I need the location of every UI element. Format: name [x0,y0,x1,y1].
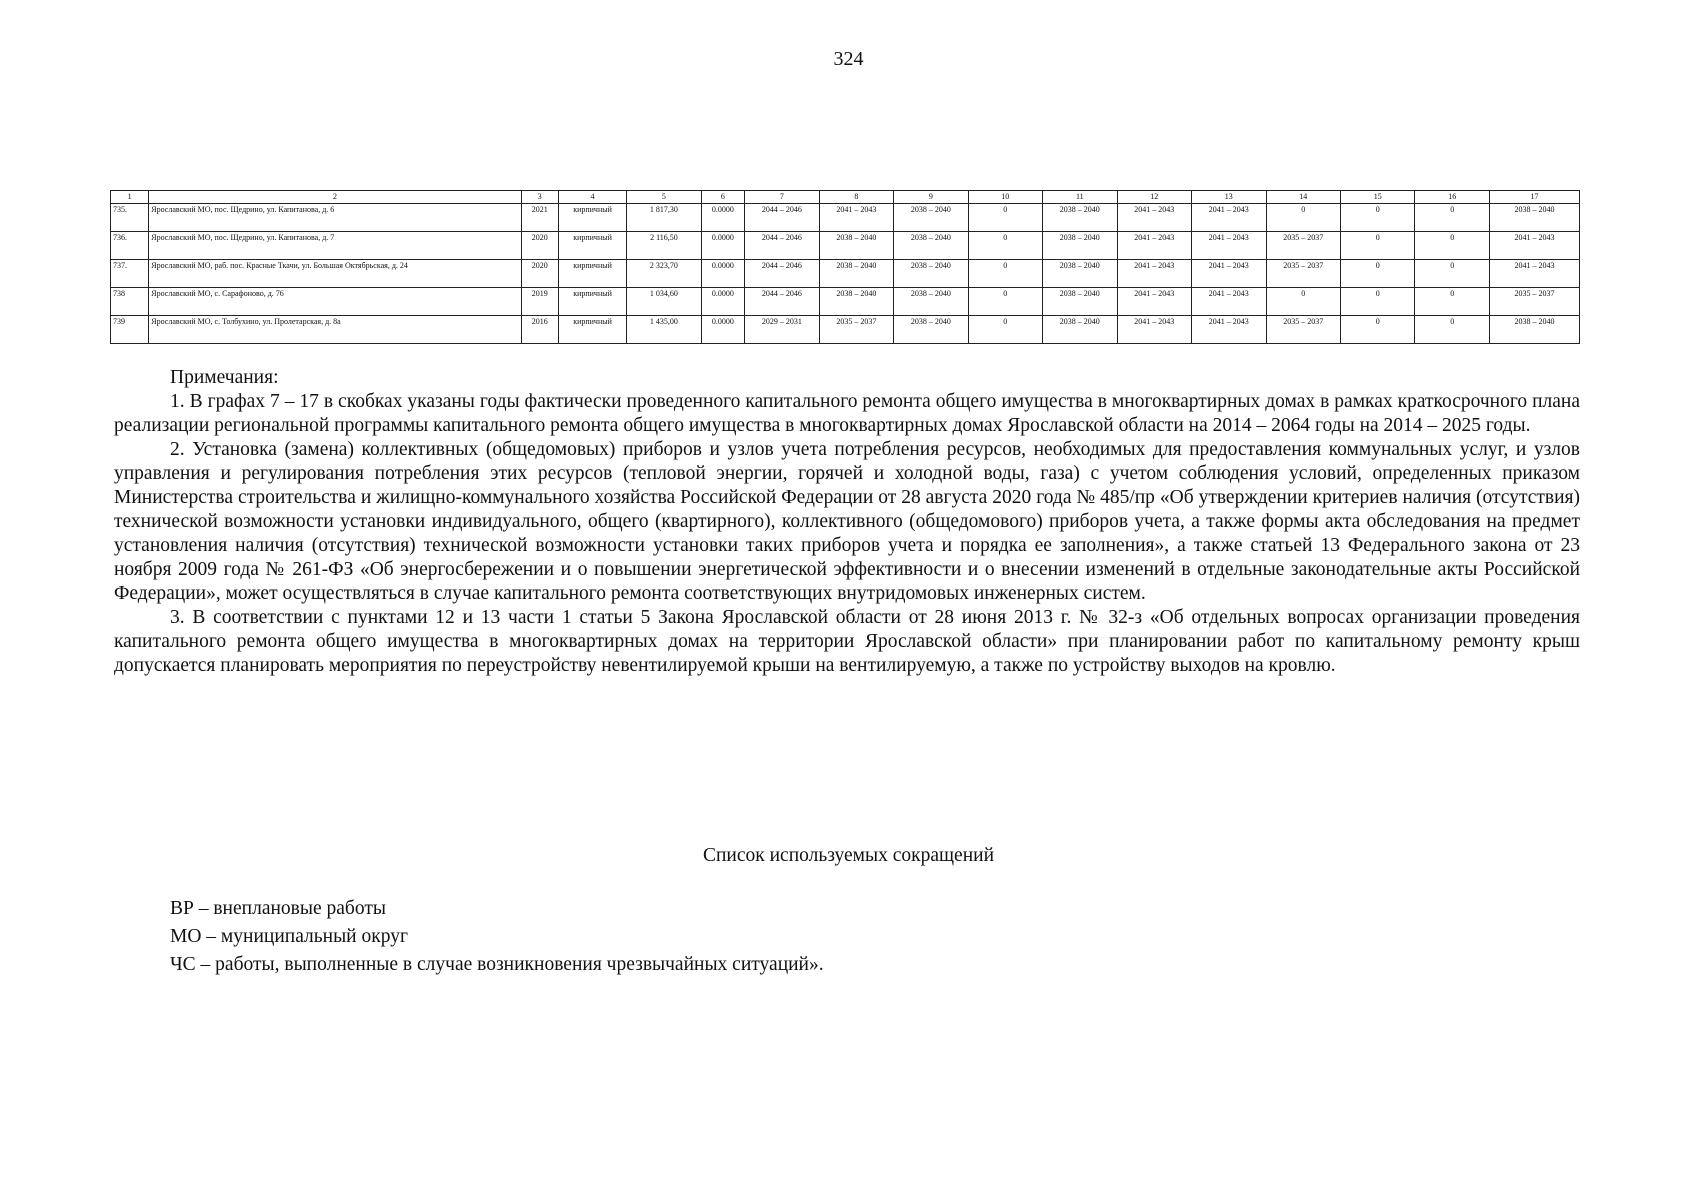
table-cell: кирпичный [558,204,626,232]
table-cell: 0.0000 [701,204,744,232]
table-cell: 0 [1415,260,1489,288]
table-cell: 0 [1415,288,1489,316]
column-header: 6 [701,191,744,204]
abbreviation-item: МО – муниципальный округ [170,926,408,947]
table-cell: 0 [1266,288,1340,316]
table-cell: Ярославский МО, раб. пос. Красные Ткачи, ул. Большая Октябрьская, д. 24 [149,260,521,288]
table-cell: 2038 – 2040 [1043,288,1117,316]
column-header: 9 [894,191,968,204]
table-cell: 0.0000 [701,232,744,260]
table-cell: 1 817,30 [627,204,701,232]
table-cell: 2038 – 2040 [819,288,893,316]
column-header: 16 [1415,191,1489,204]
table-cell: 735. [111,204,149,232]
table-cell: 2038 – 2040 [1489,204,1579,232]
table-cell: 2044 – 2046 [745,204,819,232]
table-cell: 0 [968,316,1042,344]
table-cell: 2021 [521,204,558,232]
table-cell: 2041 – 2043 [819,204,893,232]
abbreviations-list [170,895,824,979]
table-cell: 2038 – 2040 [1043,204,1117,232]
table-row [111,288,1580,316]
table-cell: 736. [111,232,149,260]
table-cell: 0 [1340,316,1414,344]
table-cell: 2041 – 2043 [1117,288,1191,316]
table-cell: 739 [111,316,149,344]
abbreviations-title: Список используемых сокращений [702,845,995,866]
table-cell: 0 [1266,204,1340,232]
column-header: 12 [1117,191,1191,204]
table-cell: 2041 – 2043 [1117,316,1191,344]
table-cell: 2038 – 2040 [1043,260,1117,288]
table-cell: 1 435,00 [627,316,701,344]
table-cell: 0 [968,232,1042,260]
column-header: 13 [1192,191,1266,204]
table-cell: 2044 – 2046 [745,288,819,316]
table-cell: 2016 [521,316,558,344]
table-cell: 2038 – 2040 [1489,316,1579,344]
repair-schedule-table [110,190,1580,344]
table-cell: 2038 – 2040 [894,204,968,232]
page-number: 324 [833,48,864,70]
table-row [111,204,1580,232]
table-cell: 0 [1340,288,1414,316]
table-cell: 2035 – 2037 [1489,288,1579,316]
table-row [111,316,1580,344]
table-cell: 2041 – 2043 [1192,288,1266,316]
table-cell: Ярославский МО, пос. Щедрино, ул. Капитанова, д. 6 [149,204,521,232]
table-cell: 2041 – 2043 [1489,232,1579,260]
column-header: 10 [968,191,1042,204]
table-cell: кирпичный [558,288,626,316]
column-header: 2 [149,191,521,204]
notes-heading: Примечания: [170,367,279,388]
table-cell: 2038 – 2040 [1043,316,1117,344]
table-cell: 2038 – 2040 [894,232,968,260]
table-cell: 0.0000 [701,288,744,316]
table-cell: 2038 – 2040 [819,260,893,288]
table-cell: 0 [968,288,1042,316]
table-cell: 0.0000 [701,316,744,344]
column-header: 1 [111,191,149,204]
table-cell: 737. [111,260,149,288]
table-cell: 2038 – 2040 [819,232,893,260]
table-cell: 2019 [521,288,558,316]
table-cell: 2041 – 2043 [1117,232,1191,260]
table-row [111,232,1580,260]
note-item: 2. Установка (замена) коллективных (общедомовых) приборов и узлов учета потребления ресурсов, необходимых для предоставления коммунальных услуг, и узлов управления и регулирования потребления этих ресурсов (тепловой энергии, горячей и холодной воды, газа) с учетом соблюдения условий, определенных приказом Министерства строительства и жилищно-коммунального хозяйства Российской Федерации от 28 августа 2020 года № 485/пр «Об утверждении критериев наличия (отсутствия) технической возможности установки индивидуального, общего (квартирного), коллективного (общедомового) приборов учета, а также формы акта обследования на предмет установления наличия (отсутствия) технической возможности установки таких приборов учета и порядка ее заполнения», а также статьей 13 Федерального закона от 23 ноября 2009 года № 261-ФЗ «Об энергосбережении и о повышении энергетической эффективности и о внесении изменений в отдельные законодательные акты Российской Федерации», может осуществляться в случае капитального ремонта соответствующих внутридомовых инженерных систем. [114,439,1580,604]
column-header: 8 [819,191,893,204]
table-cell: 2041 – 2043 [1117,260,1191,288]
table-header-row [111,191,1580,204]
table-cell: 0 [1340,260,1414,288]
table-cell: 0 [1415,316,1489,344]
table-cell: 2 116,50 [627,232,701,260]
table-cell: Ярославский МО, с. Толбухино, ул. Пролетарская, д. 8а [149,316,521,344]
column-header: 11 [1043,191,1117,204]
table-cell: 2044 – 2046 [745,260,819,288]
column-header: 5 [627,191,701,204]
table-cell: 2 323,70 [627,260,701,288]
table-cell: 2038 – 2040 [894,260,968,288]
table-cell: 2038 – 2040 [894,288,968,316]
table-cell: 2038 – 2040 [1043,232,1117,260]
table-cell: 0 [1340,204,1414,232]
table-cell: кирпичный [558,232,626,260]
table-cell: 2044 – 2046 [745,232,819,260]
table-cell: 1 034,60 [627,288,701,316]
table-cell: 0 [1340,232,1414,260]
table-cell: 0.0000 [701,260,744,288]
table-cell: 2035 – 2037 [1266,232,1340,260]
table-cell: 0 [968,260,1042,288]
column-header: 3 [521,191,558,204]
table-row [111,260,1580,288]
abbreviation-item: ЧС – работы, выполненные в случае возникновения чрезвычайных ситуаций». [170,954,824,975]
table-cell: 2041 – 2043 [1192,316,1266,344]
table-cell: 0 [1415,232,1489,260]
table-cell: 738 [111,288,149,316]
table-cell: 2038 – 2040 [894,316,968,344]
table-cell: 2041 – 2043 [1192,204,1266,232]
table-cell: Ярославский МО, пос. Щедрино, ул. Капитанова, д. 7 [149,232,521,260]
table-cell: 2041 – 2043 [1489,260,1579,288]
abbreviation-item: ВР – внеплановые работы [170,898,386,919]
column-header: 7 [745,191,819,204]
column-header: 17 [1489,191,1579,204]
table-cell: 2041 – 2043 [1117,204,1191,232]
table-cell: кирпичный [558,316,626,344]
notes-section [114,366,1580,678]
note-item: 1. В графах 7 – 17 в скобках указаны годы фактически проведенного капитального ремонта общего имущества в многоквартирных домах в рамках краткосрочного плана реализации региональной программы капитального ремонта общего имущества в многоквартирных домах Ярославской области на 2014 – 2064 годы на 2014 – 2025 годы. [114,391,1580,436]
table-cell: кирпичный [558,260,626,288]
table-cell: 2029 – 2031 [745,316,819,344]
table-cell: 2020 [521,232,558,260]
column-header: 4 [558,191,626,204]
column-header: 14 [1266,191,1340,204]
table-cell: 2035 – 2037 [819,316,893,344]
table-cell: Ярославский МО, с. Сарафоново, д. 76 [149,288,521,316]
table-cell: 0 [1415,204,1489,232]
column-header: 15 [1340,191,1414,204]
note-item: 3. В соответствии с пунктами 12 и 13 части 1 статьи 5 Закона Ярославской области от 28 июня 2013 г. № 32-з «Об отдельных вопросах организации проведения капитального ремонта общего имущества в многоквартирных домах на территории Ярославской области» при планировании работ по капитальному ремонту крыш допускается планировать мероприятия по переустройству невентилируемой крыши на вентилируемую, а также по устройству выходов на кровлю. [114,607,1580,676]
table-cell: 2041 – 2043 [1192,260,1266,288]
table-cell: 0 [968,204,1042,232]
table-cell: 2035 – 2037 [1266,260,1340,288]
table-cell: 2020 [521,260,558,288]
table-cell: 2041 – 2043 [1192,232,1266,260]
table-cell: 2035 – 2037 [1266,316,1340,344]
